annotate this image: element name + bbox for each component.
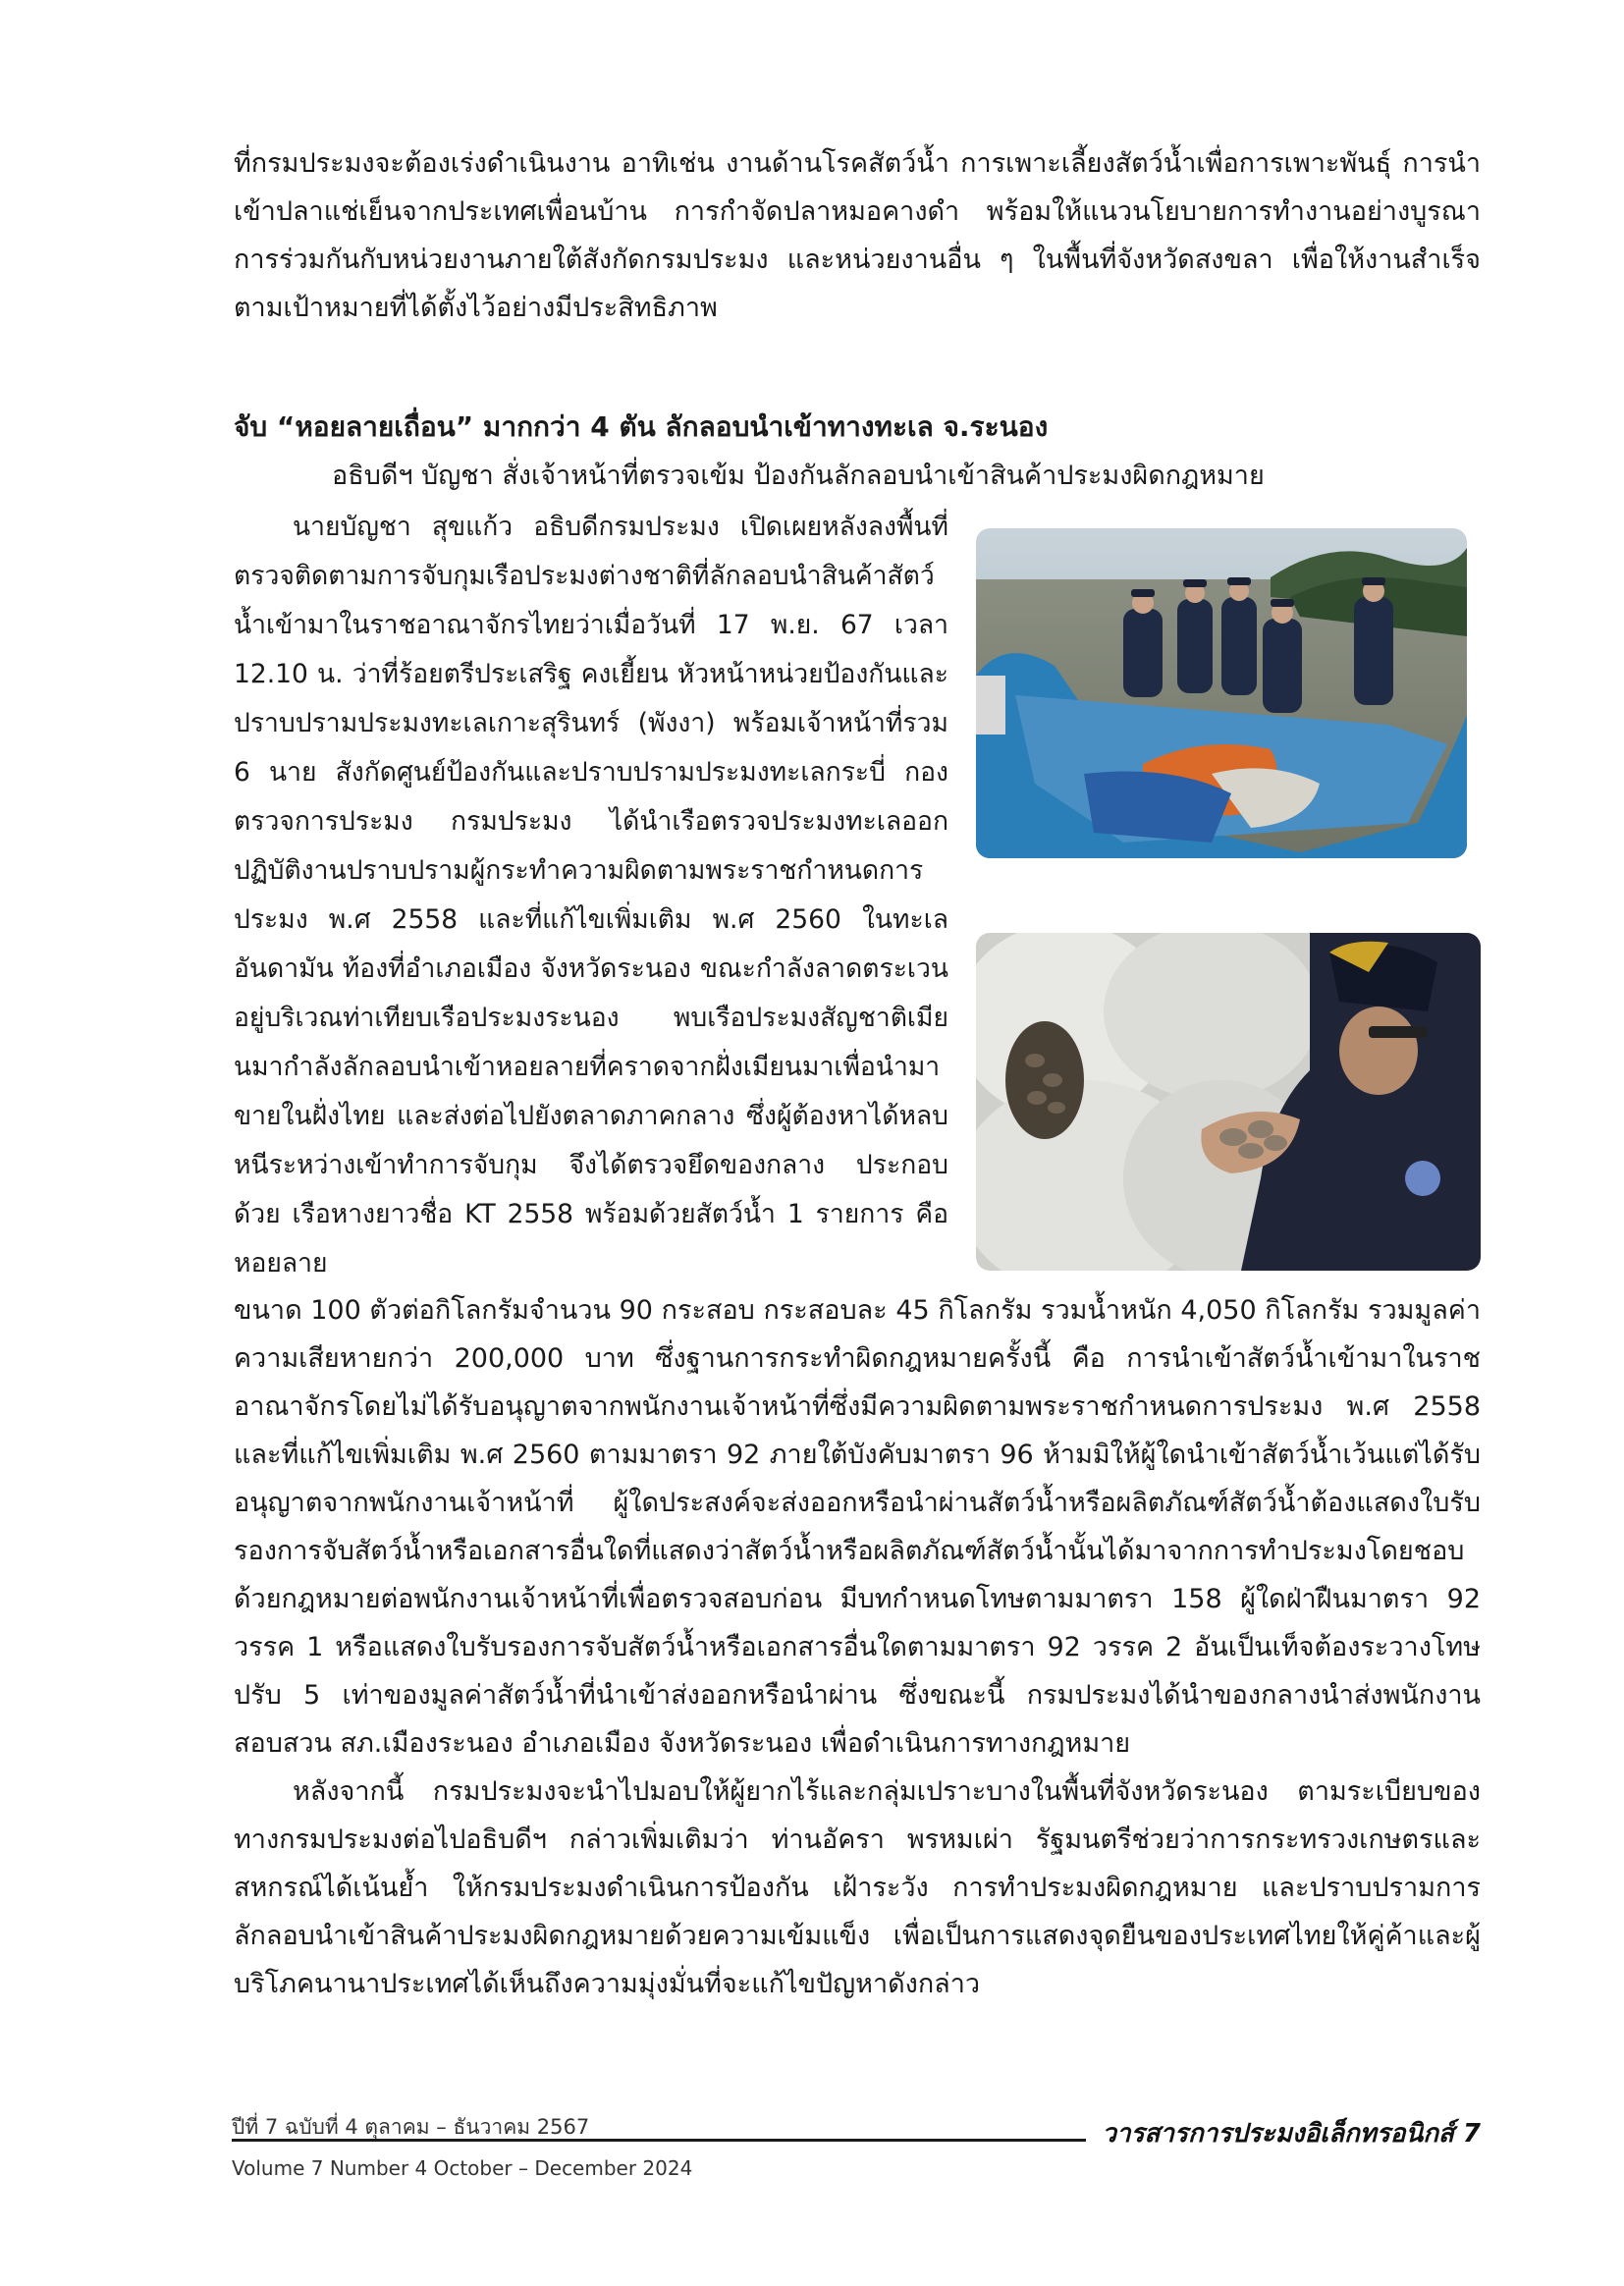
article-lead-block: [234, 503, 948, 1288]
body-paragraph-closing: หลังจากนี้ กรมประมงจะนำไปมอบให้ผู้ยากไร้และกลุ่มเปราะบางในพื้นที่จังหวัดระนอง ตามระเบียบของทางกรมประมงต่อไปอธิบดีฯ กล่าวเพิ่มเติมว่า ท่านอัครา พรหมเผ่า รัฐมนตรีช่วยว่าการกระทรวงเกษตรและสหกรณ์ได้เน้นย้ำ ให้กรมประมงดำเนินการป้องกัน เฝ้าระวัง การทำประมงผิดกฎหมาย และปราบปรามการลักลอบนำเข้าสินค้าประมงผิดกฎหมายด้วยความเข้มแข็ง เพื่อเป็นการแสดงจุดยืนของประเทศไทยให้คู่ค้าและผู้บริโภคนานาประเทศได้เห็นถึงความมุ่งมั่นที่จะแก้ไขปัญหาดังกล่าว: [234, 1776, 1481, 1999]
article-body-block: [234, 1286, 1481, 2008]
footer-issue-thai: ปีที่ 7 ฉบับที่ 4 ตุลาคม – ธันวาคม 2567: [232, 2115, 590, 2139]
intro-text: ที่กรมประมงจะต้องเร่งดำเนินงาน อาทิเช่น งานด้านโรคสัตว์น้ำ การเพาะเลี้ยงสัตว์น้ำเพื่อการเพาะพันธุ์ การนำเข้าปลาแช่เย็นจากประเทศเพื่อนบ้าน การกำจัดปลาหมอคางดำ พร้อมให้แนวนโยบายการทำงานอย่างบูรณาการร่วมกันกับหน่วยงานภายใต้สังกัดกรมประมง และหน่วยงานอื่น ๆ ในพื้นที่จังหวัดสงขลา เพื่อให้งานสำเร็จตามเป้าหมายที่ได้ตั้งไว้อย่างมีประสิทธิภาพ: [234, 148, 1481, 323]
body-paragraph-continued: ขนาด 100 ตัวต่อกิโลกรัมจำนวน 90 กระสอบ กระสอบละ 45 กิโลกรัม รวมน้ำหนัก 4,050 กิโลกรัม รวมมูลค่าความเสียหายกว่า 200,000 บาท ซึ่งฐานการกระทำผิดกฎหมายครั้งนี้ คือ การนำเข้าสัตว์น้ำเข้ามาในราชอาณาจักรโดยไม่ได้รับอนุญาตจากพนักงานเจ้าหน้าที่ซึ่งมีความผิดตามพระราชกำหนดการประมง พ.ศ 2558 และที่แก้ไขเพิ่มเติม พ.ศ 2560 ตามมาตรา 92 ภายใต้บังคับมาตรา 96 ห้ามมิให้ผู้ใดนำเข้าสัตว์น้ำเว้นแต่ได้รับอนุญาตจากพนักงานเจ้าหน้าที่ ผู้ใดประสงค์จะส่งออกหรือนำผ่านสัตว์น้ำหรือผลิตภัณฑ์สัตว์น้ำต้องแสดงใบรับรองการจับสัตว์น้ำหรือเอกสารอื่นใดที่แสดงว่าสัตว์น้ำหรือผลิตภัณฑ์สัตว์น้ำนั้นได้มาจากการทำประมงโดยชอบด้วยกฎหมายต่อพนักงานเจ้าหน้าที่เพื่อตรวจสอบก่อน มีบทกำหนดโทษตามมาตรา 158 ผู้ใดฝ่าฝืนมาตรา 92 วรรค 1 หรือแสดงใบรับรองการจับสัตว์น้ำหรือเอกสารอื่นใดตามมาตรา 92 วรรค 2 อันเป็นเท็จต้องระวางโทษปรับ 5 เท่าของมูลค่าสัตว์น้ำที่นำเข้าส่งออกหรือนำผ่าน ซึ่งขณะนี้ กรมประมงได้นำของกลางนำส่งพนักงานสอบสวน สภ.เมืองระนอง อำเภอเมือง จังหวัดระนอง เพื่อดำเนินการทางกฎหมาย: [234, 1295, 1481, 1759]
footer-divider: [232, 2139, 1086, 2142]
boat-photo-illustration: [976, 528, 1467, 858]
clam-photo-illustration: [976, 933, 1481, 1271]
article-subheadline: อธิบดีฯ บัญชา สั่งเจ้าหน้าที่ตรวจเข้ม ป้องกันลักลอบนำเข้าสินค้าประมงผิดกฎหมาย: [332, 461, 1265, 491]
intro-paragraph: [234, 139, 1481, 332]
photo-clam-inspection: [976, 933, 1481, 1271]
photo-boat-officials: [976, 528, 1467, 858]
page-footer: [232, 2111, 1481, 2150]
article-headline: จับ “หอยลายเถื่อน” มากกว่า 4 ตัน ลักลอบนำเข้าทางทะเล จ.ระนอง: [234, 410, 1049, 443]
footer-journal-title: วารสารการประมงอิเล็กทรอนิกส์ 7: [1102, 2119, 1481, 2149]
lead-paragraph: นายบัญชา สุขแก้ว อธิบดีกรมประมง เปิดเผยหลังลงพื้นที่ตรวจติดตามการจับกุมเรือประมงต่างชาติที่ลักลอบนำสินค้าสัตว์น้ำเข้ามาในราชอาณาจักรไทยว่าเมื่อวันที่ 17 พ.ย. 67 เวลา 12.10 น. ว่าที่ร้อยตรีประเสริฐ คงเยี้ยน หัวหน้าหน่วยป้องกันและปราบปรามประมงทะเลเกาะสุรินทร์ (พังงา) พร้อมเจ้าหน้าที่รวม 6 นาย สังกัดศูนย์ป้องกันและปราบปรามประมงทะเลกระบี่ กองตรวจการประมง กรมประมง ได้นำเรือตรวจประมงทะเลออกปฏิบัติงานปราบปรามผู้กระทำความผิดตามพระราชกำหนดการประมง พ.ศ 2558 และที่แก้ไขเพิ่มเติม พ.ศ 2560 ในทะเลอันดามัน ท้องที่อำเภอเมือง จังหวัดระนอง ขณะกำลังลาดตระเวนอยู่บริเวณท่าเทียบเรือประมงระนอง พบเรือประมงสัญชาติเมียนมากำลังลักลอบนำเข้าหอยลายที่คราดจากฝั่งเมียนมาเพื่อนำมาขายในฝั่งไทย และส่งต่อไปยังตลาดภาคกลาง ซึ่งผู้ต้องหาได้หลบหนีระหว่างเข้าทำการจับกุม จึงได้ตรวจยึดของกลาง ประกอบด้วย เรือหางยาวชื่อ KT 2558 พร้อมด้วยสัตว์น้ำ 1 รายการ คือ หอยลาย: [234, 512, 948, 1279]
footer-issue-english: Volume 7 Number 4 October – December 2024: [232, 2156, 693, 2180]
